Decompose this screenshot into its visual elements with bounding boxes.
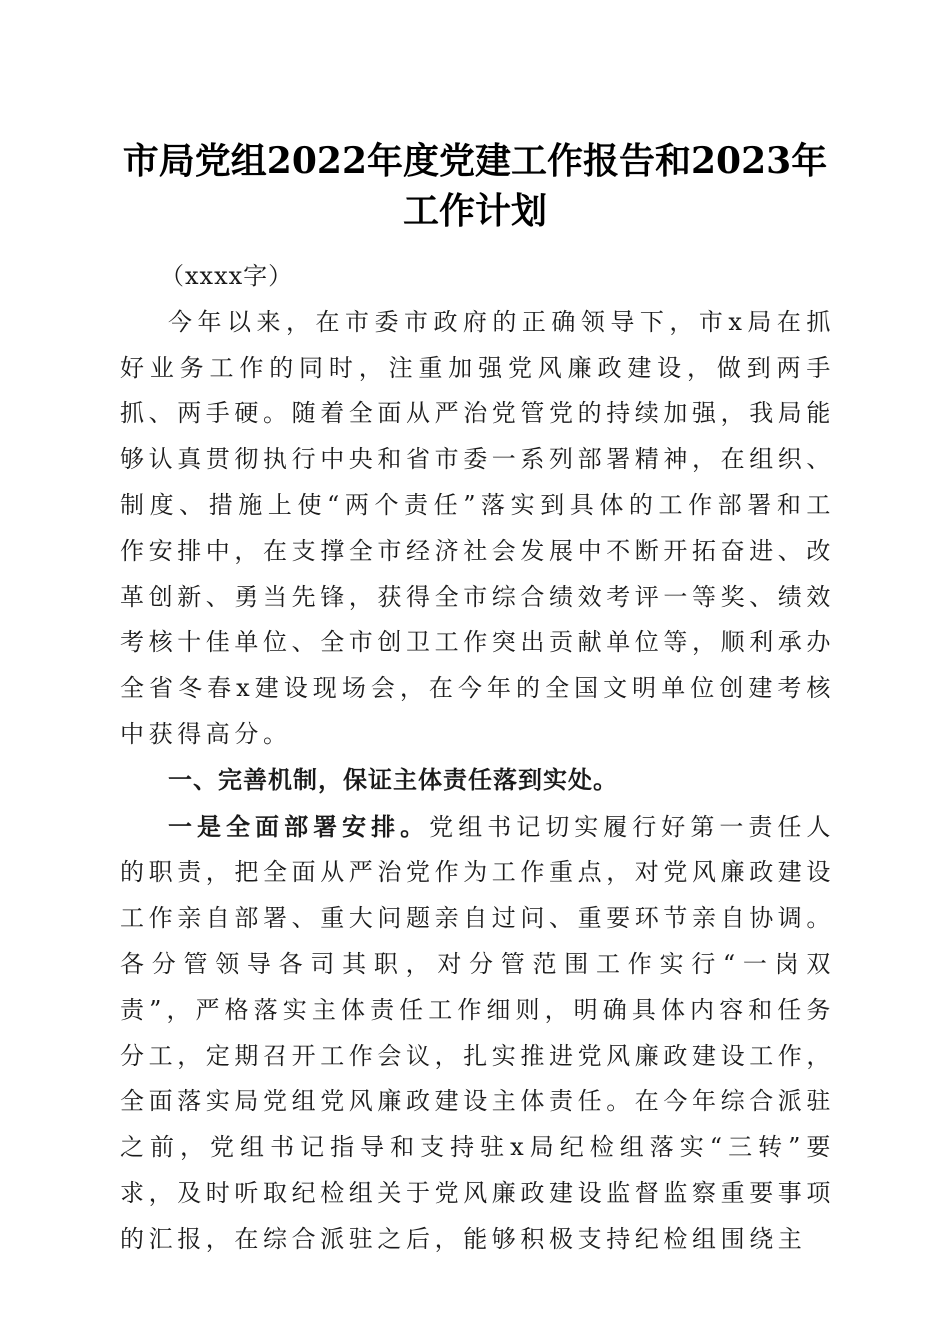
document-title: 市局党组2022年度党建工作报告和2023年工作计划: [122, 140, 828, 232]
paragraph-lead-phrase: 一是全面部署安排。: [168, 811, 430, 841]
section-heading-1: 一、完善机制，保证主体责任落到实处。: [168, 765, 618, 794]
word-count-note: （xxxx字）: [160, 262, 294, 290]
intro-paragraph: 今年以来，在市委市政府的正确领导下，市x局在抓好业务工作的同时，注重加强党风廉政建设，做到两手抓、两手硬。随着全面从严治党管党的持续加强，我局能够认真贯彻执行中央和省市委一系列部署精神，在组织、制度、措施上使“两个责任”落实到具体的工作部署和工作安排中，在支撑全市经济社会发展中不断开拓奋进、改革创新、勇当先锋，获得全市综合绩效考评一等奖、绩效考核十佳单位、全市创卫工作突出贡献单位等，顺利承办全省冬春x建设现场会，在今年的全国文明单位创建考核中获得高分。: [120, 307, 835, 748]
section1-paragraph-1: [120, 804, 835, 1263]
paragraph-text: 党组书记切实履行好第一责任人的职责，把全面从严治党作为工作重点，对党风廉政建设工作亲自部署、重大问题亲自过问、重要环节亲自协调。各分管领导各司其职，对分管范围工作实行“一岗双责”，严格落实主体责任工作细则，明确具体内容和任务分工，定期召开工作会议，扎实推进党风廉政建设工作，全面落实局党组党风廉政建设主体责任。在今年综合派驻之前，党组书记指导和支持驻x局纪检组落实“三转”要求，及时听取纪检组关于党风廉政建设监督监察重要事项的汇报，在综合派驻之后，能够积极支持纪检组围绕主: [120, 812, 835, 1253]
document-body: [120, 254, 835, 1263]
